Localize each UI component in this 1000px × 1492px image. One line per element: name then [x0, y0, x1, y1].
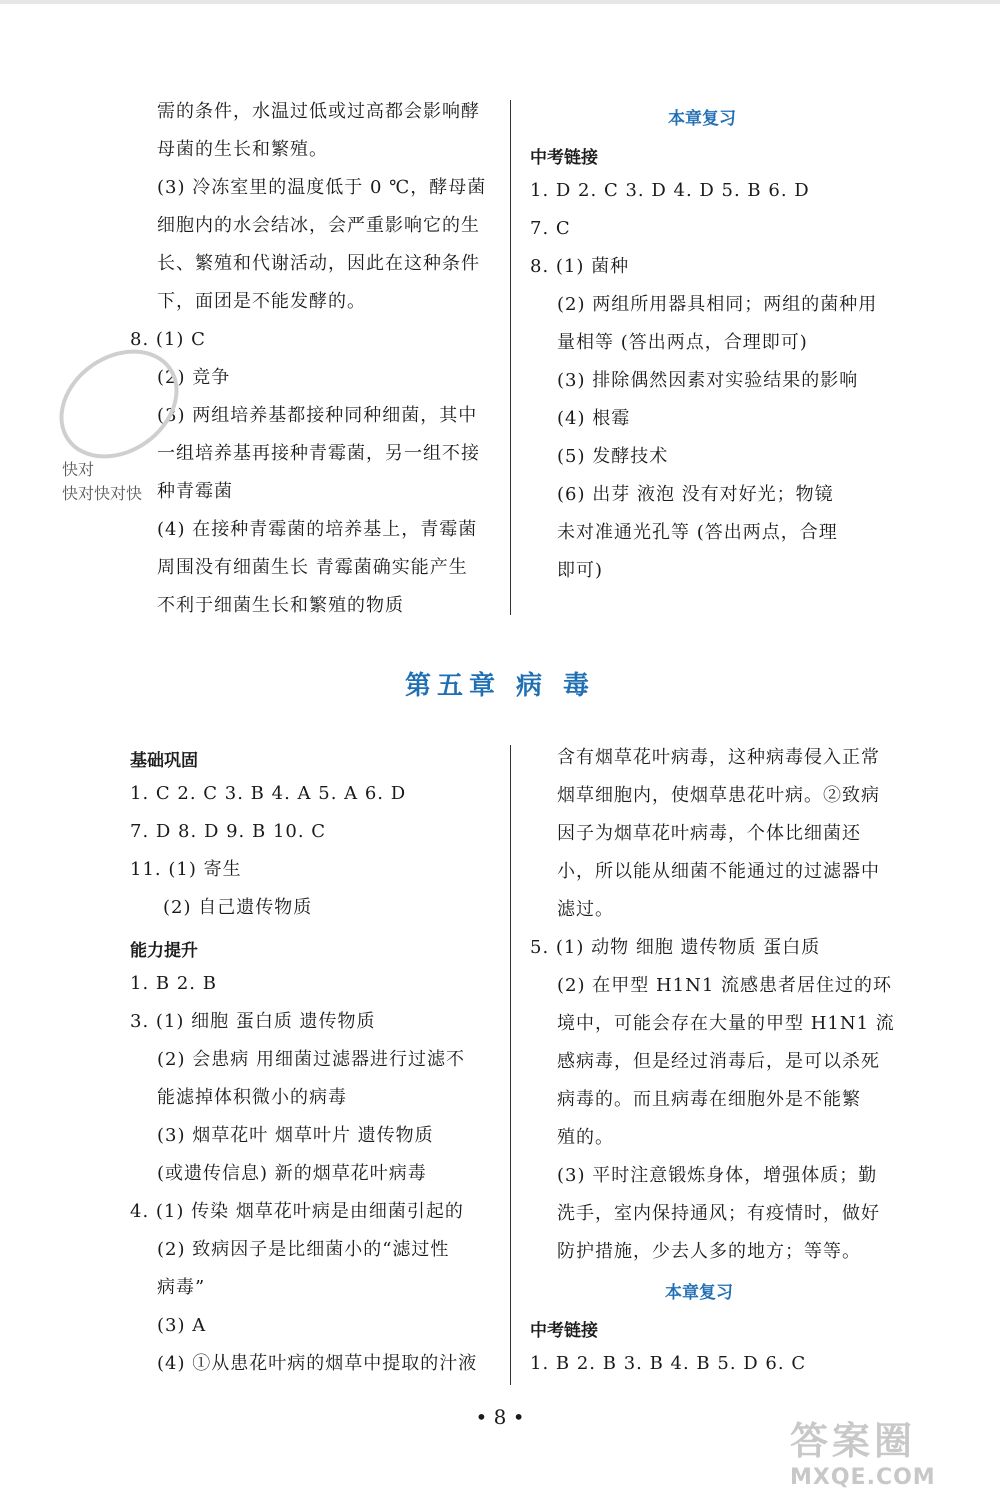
- lower-right-line: 5. (1) 动物 细胞 遗传物质 蛋白质: [530, 937, 821, 958]
- upper-left-line: (3) 两组培养基都接种同种细菌，其中: [157, 405, 478, 426]
- upper-left-line: (3) 冷冻室里的温度低于 0 ℃，酵母菌: [157, 177, 487, 198]
- upper-right-line: (3) 排除偶然因素对实验结果的影响: [557, 370, 859, 391]
- column-divider: [510, 100, 511, 615]
- upper-left-line: 8. (1) C: [130, 329, 206, 350]
- section-subhead: 中考链接: [530, 148, 598, 168]
- lower-left-line: (2) 自己遗传物质: [163, 897, 313, 918]
- lower-right-line: 洗手，室内保持通风；有疫情时，做好: [557, 1203, 880, 1224]
- lower-right-line: 滤过。: [557, 899, 614, 920]
- page-number: • 8 •: [475, 1405, 525, 1429]
- upper-left-line: 种青霉菌: [157, 481, 233, 502]
- watermark-bottom-right: 答案圈 MXQE.COM: [790, 1419, 936, 1490]
- lower-left-line: 4. (1) 传染 烟草花叶病是由细菌引起的: [130, 1201, 464, 1222]
- lower-right-line: 1. B 2. B 3. B 4. B 5. D 6. C: [530, 1353, 807, 1374]
- lower-left-line: 能滤掉体积微小的病毒: [157, 1087, 347, 1108]
- section-title: 本章复习: [665, 1283, 733, 1303]
- lower-left-line: (2) 会患病 用细菌过滤器进行过滤不: [157, 1049, 465, 1070]
- lower-left-line: 7. D 8. D 9. B 10. C: [130, 821, 327, 842]
- lower-left-line: 3. (1) 细胞 蛋白质 遗传物质: [130, 1011, 376, 1032]
- upper-left-line: 一组培养基再接种青霉菌，另一组不接: [157, 443, 480, 464]
- lower-right-line: (3) 平时注意锻炼身体，增强体质；勤: [557, 1165, 878, 1186]
- upper-left-line: (4) 在接种青霉菌的培养基上，青霉菌: [157, 519, 478, 540]
- upper-right-line: (6) 出芽 液泡 没有对好光；物镜: [557, 484, 834, 505]
- upper-left-line: 不利于细菌生长和繁殖的物质: [157, 595, 404, 616]
- lower-right-line: 感病毒，但是经过消毒后，是可以杀死: [557, 1051, 880, 1072]
- lower-right-line: 境中，可能会存在大量的甲型 H1N1 流: [557, 1013, 895, 1034]
- column-divider: [510, 745, 511, 1385]
- upper-right-line: (2) 两组所用器具相同；两组的菌种用: [557, 294, 878, 315]
- lower-left-line: (4) ①从患花叶病的烟草中提取的汁液: [157, 1353, 478, 1374]
- upper-right-line: 即可): [557, 560, 604, 581]
- upper-left-line: (2) 竞争: [157, 367, 231, 388]
- scan-top-edge: [0, 0, 1000, 4]
- upper-left-line: 长、繁殖和代谢活动，因此在这种条件: [157, 253, 480, 274]
- upper-left-line: 下，面团是不能发酵的。: [157, 291, 366, 312]
- upper-right-line: 未对准通光孔等 (答出两点，合理: [557, 522, 838, 543]
- upper-left-line: 周围没有细菌生长 青霉菌确实能产生: [157, 557, 468, 578]
- upper-right-line: 7. C: [530, 218, 571, 239]
- upper-right-line: 量相等 (答出两点，合理即可): [557, 332, 808, 353]
- upper-left-line: 细胞内的水会结冰，会严重影响它的生: [157, 215, 480, 236]
- watermark-left: 快对 快对快对快: [62, 460, 143, 503]
- lower-left-line: (或遗传信息) 新的烟草花叶病毒: [157, 1163, 427, 1184]
- lower-left-line: (2) 致病因子是比细菌小的“滤过性: [157, 1239, 450, 1260]
- lower-right-line: 防护措施，少去人多的地方；等等。: [557, 1241, 861, 1262]
- chapter-title: 第五章 病 毒: [404, 671, 596, 701]
- upper-left-line: 需的条件，水温过低或过高都会影响酵: [157, 101, 480, 122]
- section-subhead: 基础巩固: [130, 751, 198, 771]
- lower-right-line: 殖的。: [557, 1127, 614, 1148]
- lower-right-line: 烟草细胞内，使烟草患花叶病。②致病: [557, 785, 880, 806]
- upper-right-line: 8. (1) 菌种: [530, 256, 630, 277]
- section-title: 本章复习: [668, 109, 736, 129]
- lower-left-line: 1. B 2. B: [130, 973, 217, 994]
- lower-left-line: (3) 烟草花叶 烟草叶片 遗传物质: [157, 1125, 434, 1146]
- lower-right-line: 含有烟草花叶病毒，这种病毒侵入正常: [557, 747, 880, 768]
- upper-right-line: (4) 根霉: [557, 408, 631, 429]
- lower-left-line: 1. C 2. C 3. B 4. A 5. A 6. D: [130, 783, 407, 804]
- section-subhead: 能力提升: [130, 941, 198, 961]
- lower-left-line: 11. (1) 寄生: [130, 859, 242, 880]
- lower-right-line: 病毒的。而且病毒在细胞外是不能繁: [557, 1089, 861, 1110]
- lower-left-line: 病毒”: [157, 1277, 206, 1298]
- upper-left-line: 母菌的生长和繁殖。: [157, 139, 328, 160]
- upper-right-line: 1. D 2. C 3. D 4. D 5. B 6. D: [530, 180, 810, 201]
- section-subhead: 中考链接: [530, 1321, 598, 1341]
- lower-left-line: (3) A: [157, 1315, 207, 1336]
- lower-right-line: (2) 在甲型 H1N1 流感患者居住过的环: [557, 975, 893, 996]
- lower-right-line: 小，所以能从细菌不能通过的过滤器中: [557, 861, 880, 882]
- lower-right-line: 因子为烟草花叶病毒，个体比细菌还: [557, 823, 861, 844]
- upper-right-line: (5) 发酵技术: [557, 446, 669, 467]
